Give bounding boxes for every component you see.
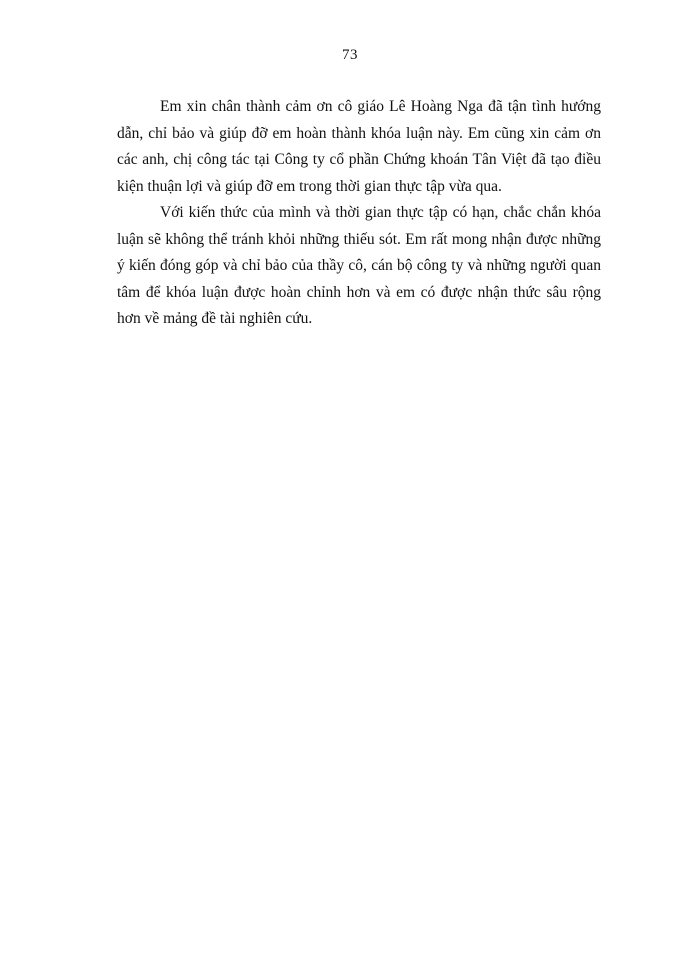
document-body xyxy=(117,94,601,333)
paragraph-closing-remarks: Với kiến thức của mình và thời gian thực tập có hạn, chắc chắn khóa luận sẽ không thể tránh khỏi những thiếu sót. Em rất mong nhận được những ý kiến đóng góp và chỉ bảo của thầy cô, cán bộ công ty và những người quan tâm để khóa luận được hoàn chỉnh hơn và em có được nhận thức sâu rộng hơn về mảng đề tài nghiên cứu. xyxy=(117,204,601,327)
paragraph-acknowledgement: Em xin chân thành cảm ơn cô giáo Lê Hoàng Nga đã tận tình hướng dẫn, chỉ bảo và giúp đỡ em hoàn thành khóa luận này. Em cũng xin cảm ơn các anh, chị công tác tại Công ty cổ phần Chứng khoán Tân Việt đã tạo điều kiện thuận lợi và giúp đỡ em trong thời gian thực tập vừa qua. xyxy=(117,98,601,195)
page-number: 73 xyxy=(342,47,358,63)
